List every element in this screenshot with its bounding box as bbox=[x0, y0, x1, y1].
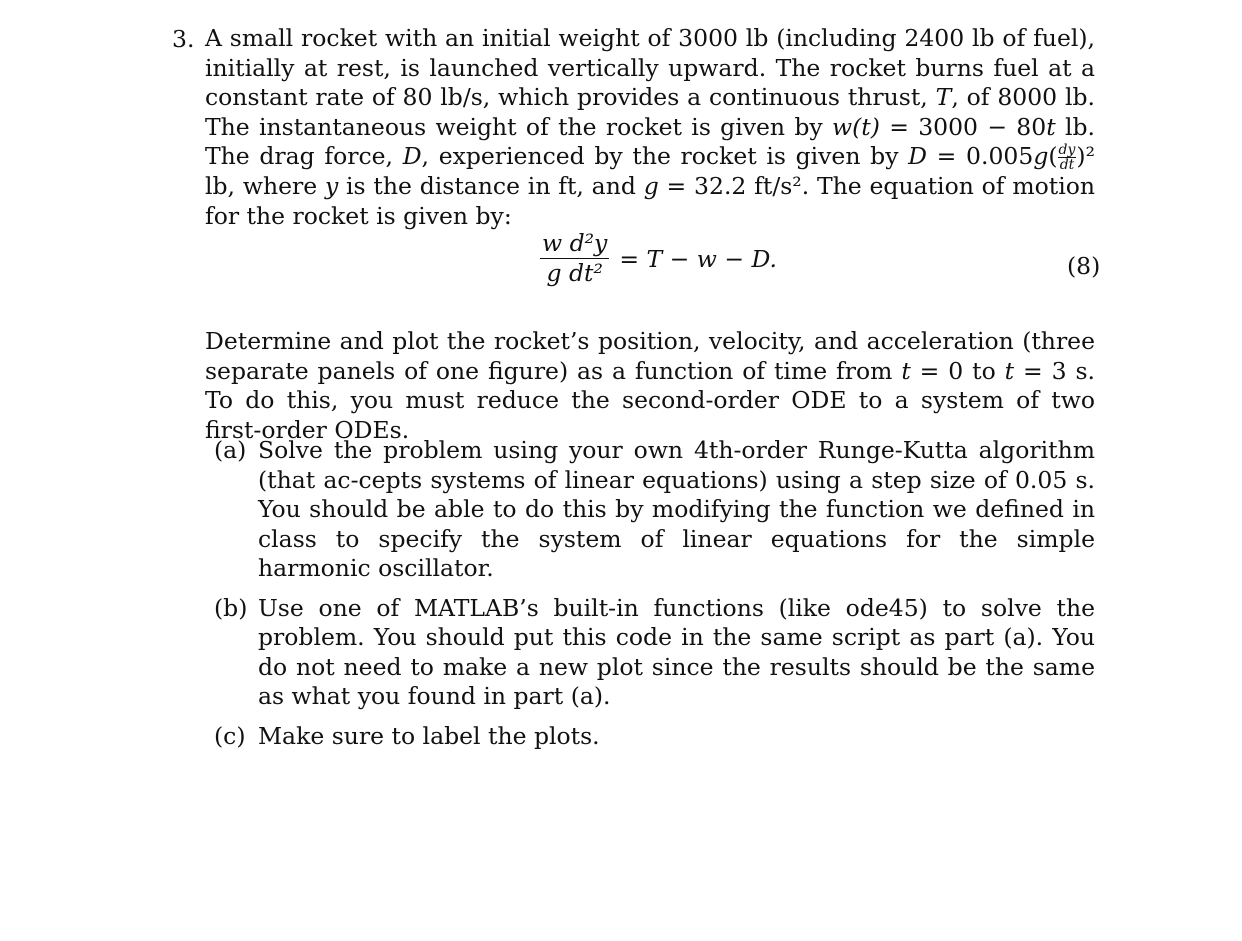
time-symbol: t bbox=[901, 356, 911, 385]
time-symbol: t bbox=[1004, 356, 1015, 385]
determine-text: = 3 s. To do this, you must reduce the second-order ODE to a system of two first-order ODEs. bbox=[205, 356, 1095, 444]
paren-close-squared: )² bbox=[1076, 142, 1096, 170]
determine-paragraph bbox=[205, 327, 1095, 445]
problem-intro-paragraph bbox=[205, 24, 1095, 231]
equation-denominator: g dt² bbox=[546, 258, 603, 287]
subparts-list bbox=[214, 436, 1095, 761]
subpart-text: Make sure to label the plots. bbox=[258, 721, 600, 750]
intro-text: lb. The drag force, bbox=[205, 112, 1096, 170]
intro-text: , of 8000 lb. The instantaneous weight of the rocket is given by bbox=[205, 83, 1096, 141]
subpart-text: Solve the problem using your own 4th-order Runge-Kutta algorithm (that ac-cepts systems of linear equations) using a step size of 0.05 s. You should be able to do this by modifying the function we defined in class to specify the system of linear equations for the simple harmonic oscillator. bbox=[258, 436, 1095, 582]
subpart-c bbox=[214, 722, 1095, 752]
drag-symbol: D bbox=[908, 142, 927, 170]
dy-dt-fraction bbox=[1058, 143, 1077, 172]
intro-text: is the distance in ft, and bbox=[338, 172, 644, 200]
weight-expression: w(t) bbox=[832, 112, 880, 141]
thrust-symbol: T bbox=[935, 83, 952, 111]
subpart-label: (b) bbox=[214, 593, 248, 622]
problem-number: 3. bbox=[172, 25, 195, 53]
subpart-label: (a) bbox=[214, 436, 247, 464]
intro-text: = 0.005 bbox=[927, 142, 1034, 170]
subpart-label: (c) bbox=[214, 721, 246, 750]
subpart-a bbox=[214, 436, 1095, 584]
intro-text: , experienced by the rocket is given by bbox=[421, 142, 909, 170]
intro-text: = 3000 − 80 bbox=[879, 112, 1047, 141]
equation-lhs-fraction bbox=[540, 229, 609, 287]
equation-rhs: = T − w − D. bbox=[619, 244, 778, 273]
determine-text: = 0 to bbox=[910, 356, 1005, 385]
paren-open: ( bbox=[1048, 142, 1058, 170]
time-symbol: t bbox=[1046, 112, 1056, 141]
intro-text: lb, where bbox=[205, 172, 325, 200]
dt-denominator: dt bbox=[1059, 157, 1075, 173]
intro-text: = 32.2 ft/s². The equation of motion for the rocket is given by: bbox=[205, 172, 1095, 230]
distance-symbol: y bbox=[324, 172, 339, 200]
equation-numerator: w d²y bbox=[542, 229, 608, 257]
intro-text: A small rocket with an initial weight of 3000 lb (including 2400 lb of fuel), initially at rest, is launched vertically upward. The rocket burns fuel at a constant rate of 80 lb/s, which provides a continuous thrust, bbox=[205, 24, 1095, 111]
gravity-symbol: g bbox=[643, 172, 659, 200]
drag-symbol: D bbox=[402, 142, 422, 170]
subpart-text: Use one of MATLAB’s built-in functions (like ode45) to solve the problem. You should put this code in the same script as part (a). You do not need to make a new plot since the results should be the same as what you found in part (a). bbox=[258, 593, 1095, 710]
subpart-b bbox=[214, 594, 1095, 712]
gravity-symbol: g bbox=[1033, 142, 1049, 170]
determine-text: Determine and plot the rocket’s position, velocity, and acceleration (three separate panels of one figure) as a function of time from bbox=[205, 327, 1095, 385]
equation-of-motion bbox=[540, 229, 778, 287]
dy-numerator: dy bbox=[1058, 142, 1076, 158]
equation-number: (8) bbox=[1067, 252, 1101, 280]
